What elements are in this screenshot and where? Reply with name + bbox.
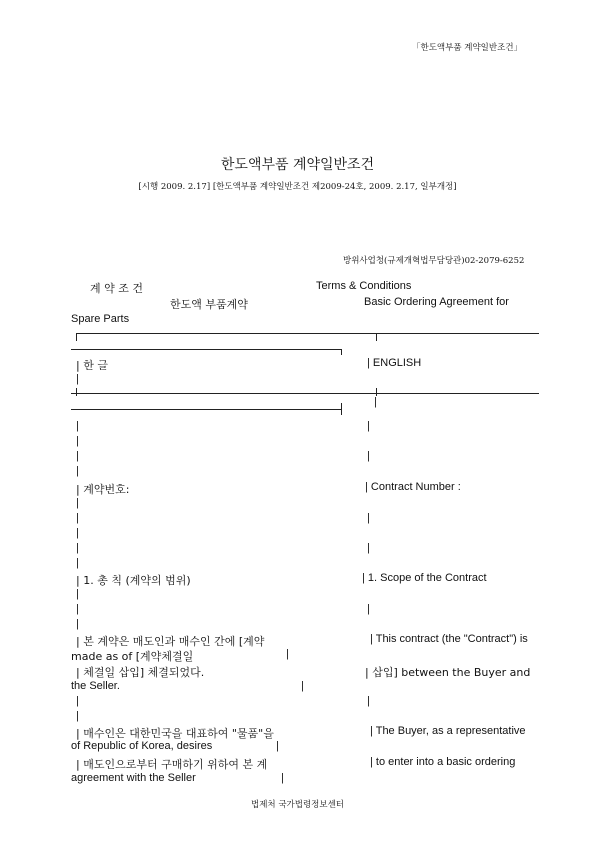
section-scope-ko: | 1. 총 칙 (계약의 범위) [76,574,191,587]
table-tee-top [376,333,377,341]
ko-heading: 계 약 조 건 [90,282,143,295]
row-spacer: | [76,588,79,600]
paragraph-2-wrap2: agreement with the Seller [71,772,196,784]
paragraph-2-ko-line2-text: 매도인으로부터 구매하기 위하여 본 계 [83,758,268,771]
row-spacer: | [276,740,279,752]
paragraph-2-en-line2: | to enter into a basic ordering [370,756,516,768]
en-heading: Terms & Conditions [316,280,412,292]
table-rule-b [71,409,342,410]
row-spacer: | [76,373,79,385]
paragraph-2-en-line1-text: The Buyer, as a representative [375,725,526,737]
row-spacer: | [76,618,79,630]
paragraph-2-ko-line1-text: 매수인은 대한민국을 대표하여 "물품"을 [83,727,274,740]
paragraph-1-wrap2: the Seller. [71,680,120,692]
col-header-english: | ENGLISH [367,357,422,369]
row-spacer: | [367,450,370,462]
paragraph-2-en-line1: | The Buyer, as a representative [370,725,526,737]
table-rule-a-end [341,349,342,355]
document-tag: 「한도액부품 계약일반조건」 [412,43,523,53]
header-rule-mid-tick [376,388,377,396]
paragraph-1-en-line1-text: This contract (the "Contract") is [375,633,528,645]
row-spacer: | [301,680,304,692]
row-spacer: | [76,603,79,615]
contract-number-text-en: Contract Number : [370,481,461,493]
row-spacer: | [374,396,377,408]
section-scope-ko-text: 1. 총 칙 (계약의 범위) [83,574,191,587]
row-spacer: | [367,542,370,554]
table-top-border [76,333,539,334]
page-subtitle: [시행 2009. 2.17] [한도액부품 계약일반조건 제2009-24호, 2009. 2.17, 일부개정] [138,182,457,192]
row-spacer: | [76,695,79,707]
agency-contact: 방위사업청(규제개혁법무담당관)02-2079-6252 [343,256,525,266]
row-spacer: | [367,695,370,707]
row-spacer: | [76,542,79,554]
col-header-korean-label: 한 글 [83,359,108,372]
row-spacer: | [76,435,79,447]
paragraph-2-en-line2-text: to enter into a basic ordering [375,756,516,768]
col-header-english-label: ENGLISH [372,357,422,369]
paragraph-2-wrap1: of Republic of Korea, desires [71,740,213,752]
row-spacer: | [367,512,370,524]
paragraph-1-wrap1: made as of [계약체결일 [71,650,194,663]
table-corner-left [76,333,77,341]
paragraph-1-ko-line1-text: 본 계약은 매도인과 매수인 간에 [계약 [83,635,265,648]
row-spacer: | [76,450,79,462]
contract-number-text-ko: 계약번호: [83,483,130,496]
col-header-korean: | 한 글 [76,359,108,372]
section-scope-en-text: 1. Scope of the Contract [367,572,487,584]
table-rule-a [71,349,342,350]
row-spacer: | [76,512,79,524]
row-spacer: | [281,772,284,784]
table-header-rule [71,393,539,394]
paragraph-1-en-line2: | 삽입] between the Buyer and [365,666,531,679]
row-spacer: | [367,420,370,432]
en-subheading: Basic Ordering Agreement for [364,296,509,308]
paragraph-2-ko-line2: | 매도인으로부터 구매하기 위하여 본 계 [76,758,268,771]
paragraph-1-ko-line2: | 체결일 삽입] 체결되었다. [76,666,205,679]
row-spacer: | [76,420,79,432]
paragraph-1-ko-line2-text: 체결일 삽입] 체결되었다. [83,666,205,679]
row-spacer: | [76,527,79,539]
page-title: 한도액부품 계약일반조건 [220,157,375,173]
row-spacer: | [76,465,79,477]
paragraph-1-en-line1: | This contract (the "Contract") is [370,633,528,645]
header-rule-left-tick [76,388,77,396]
en-subheading-wrap: Spare Parts [71,313,130,325]
ko-subheading: 한도액 부품계약 [170,298,248,311]
contract-number-label-ko: | 계약번호: [76,483,130,496]
contract-number-label-en: | Contract Number : [365,481,461,493]
row-spacer: | [367,603,370,615]
row-spacer: | [76,557,79,569]
paragraph-1-en-line2-text: 삽입] between the Buyer and [372,666,531,679]
row-spacer: | [76,710,79,722]
paragraph-1-ko-line1: | 본 계약은 매도인과 매수인 간에 [계약 [76,635,265,648]
table-rule-b-end [341,403,342,415]
row-spacer: | [286,648,289,660]
section-scope-en: | 1. Scope of the Contract [362,572,487,584]
paragraph-2-ko-line1: | 매수인은 대한민국을 대표하여 "물품"을 [76,727,274,740]
row-spacer: | [76,497,79,509]
page-footer: 법제처 국가법령정보센터 [250,800,345,810]
